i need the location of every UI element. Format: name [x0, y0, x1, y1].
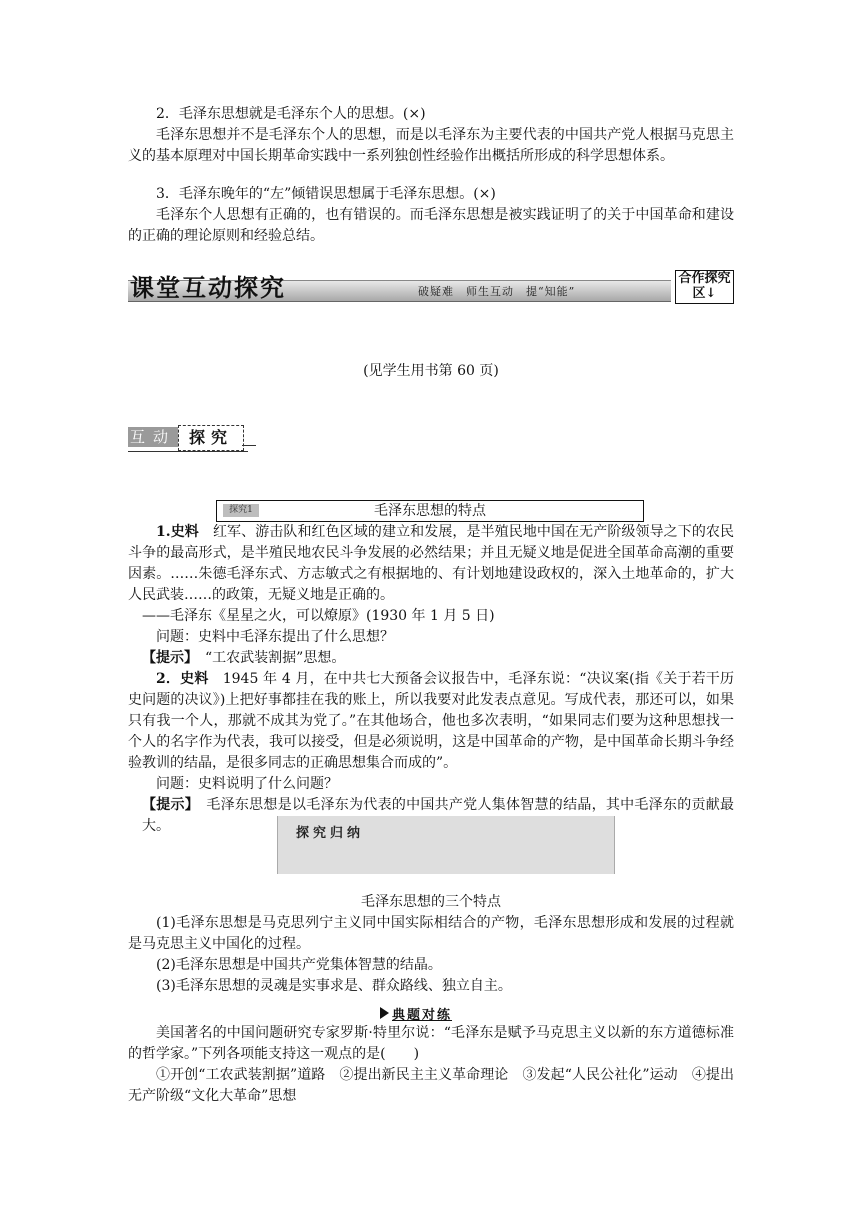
section-title: 探究	[178, 425, 244, 451]
question-3-explanation: 毛泽东个人思想有正确的，也有错误的。而毛泽东思想是被实践证明了的关于中国革命和建设的正确的理论原则和经验总结。	[128, 207, 734, 244]
heading-divider	[242, 445, 256, 446]
banner-tag: 合作探究区↓	[675, 270, 734, 304]
summary-points	[128, 913, 734, 997]
summary-point: (1)毛泽东思想是马克思列宁主义同中国实际相结合的产物，毛泽东思想形成和发展的过程就是马克思主义中国化的过程。	[128, 915, 734, 952]
practice-options: ①开创“工农武装割据”道路 ②提出新民主主义革命理论 ③发起“人民公社化”运动 ④提出无产阶级“文化大革命”思想	[128, 1067, 734, 1104]
item-1-text: 红军、游击队和红色区域的建立和发展，是半殖民地中国在无产阶级领导之下的农民斗争的最高形式，是半殖民地农民斗争发展的必然结果；并且无疑义地是促进全国革命高潮的重要因素。……朱德毛泽东式、方志敏式之有根据地的、有计划地建设政权的，深入土地革命的，扩大人民武装……的政策，无疑义地是正确的。	[128, 524, 735, 603]
banner-subtitle: 破疑难 师生互动 提“知能”	[418, 285, 576, 298]
item-1-hint	[128, 648, 734, 669]
practice-heading	[380, 1004, 480, 1022]
item-1-source: ——毛泽东《星星之火，可以燎原》(1930 年 1 月 5 日)	[142, 608, 495, 624]
item-1-lead: 1.史料	[156, 524, 199, 540]
section-heading	[128, 425, 258, 455]
section-prefix: 互动	[130, 428, 177, 446]
heading-underline	[128, 451, 248, 452]
item-2	[128, 669, 734, 837]
topic-label: 探究1	[223, 504, 259, 517]
item-1-hint-label: 【提示】	[142, 650, 191, 666]
banner-title: 课堂互动探究	[130, 273, 286, 302]
question-2-explanation: 毛泽东思想并不是毛泽东个人的思想，而是以毛泽东为主要代表的中国共产党人根据马克思主义的基本原理对中国长期革命实践中一系列独创性经验作出概括所形成的科学思想体系。	[128, 127, 734, 164]
item-2-lead: 2．史料	[156, 671, 209, 687]
summary-point: (2)毛泽东思想是中国共产党集体智慧的结晶。	[156, 957, 442, 973]
question-3-statement: 3．毛泽东晚年的“左”倾错误思想属于毛泽东思想。(×)	[156, 186, 496, 202]
item-1-hint-text: “工农武装割据”思想。	[205, 650, 346, 666]
play-triangle-icon	[380, 1007, 389, 1019]
item-2-text: 1945 年 4 月，在中共七大预备会议报告中，毛泽东说：“决议案(指《关于若干历史问题的决议》)上把好事都挂在我的账上，所以我要对此发表点意见。写成代表，那还可以，如果只有我一个人，那就不成其为党了。”在其他场合，他也多次表明，“如果同志们要为这种思想找一个人的名字作为代表，我可以接受，但是必须说明，这是中国革命的产物，是中国革命长期斗争经验教训的结晶，是很多同志的正确思想集合而成的”。	[128, 671, 734, 771]
practice-label: 典题对练	[392, 1008, 453, 1023]
item-1-material	[128, 522, 734, 606]
item-2-material	[128, 669, 734, 774]
topic-title: 毛泽东思想的特点	[374, 503, 486, 519]
summary-box	[277, 816, 615, 874]
question-2	[128, 104, 734, 167]
item-2-hint-label: 【提示】	[142, 797, 193, 813]
summary-label: 探究归纳	[296, 826, 365, 841]
item-2-hint-text: 毛泽东思想是以毛泽东为代表的中国共产党人集体智慧的结晶，其中毛泽东的贡献最大。	[142, 797, 735, 834]
question-3	[128, 184, 734, 247]
topic-box	[216, 500, 644, 522]
section-banner	[128, 268, 734, 304]
practice-stem: 美国著名的中国问题研究专家罗斯·特里尔说：“毛泽东是赋予马克思主义以新的东方道德标准的哲学家。”下列各项能支持这一观点的是( )	[128, 1025, 734, 1062]
summary-point: (3)毛泽东思想的灵魂是实事求是、群众路线、独立自主。	[156, 978, 512, 994]
summary-heading: 毛泽东思想的三个特点	[361, 894, 501, 910]
item-2-question: 问题：史料说明了什么问题？	[156, 776, 338, 792]
item-1-question: 问题：史料中毛泽东提出了什么思想？	[156, 629, 394, 645]
question-2-statement: 2．毛泽东思想就是毛泽东个人的思想。(×)	[156, 106, 426, 122]
item-1	[128, 522, 734, 669]
page-reference: (见学生用书第 60 页)	[363, 363, 499, 379]
practice-question	[128, 1023, 734, 1107]
